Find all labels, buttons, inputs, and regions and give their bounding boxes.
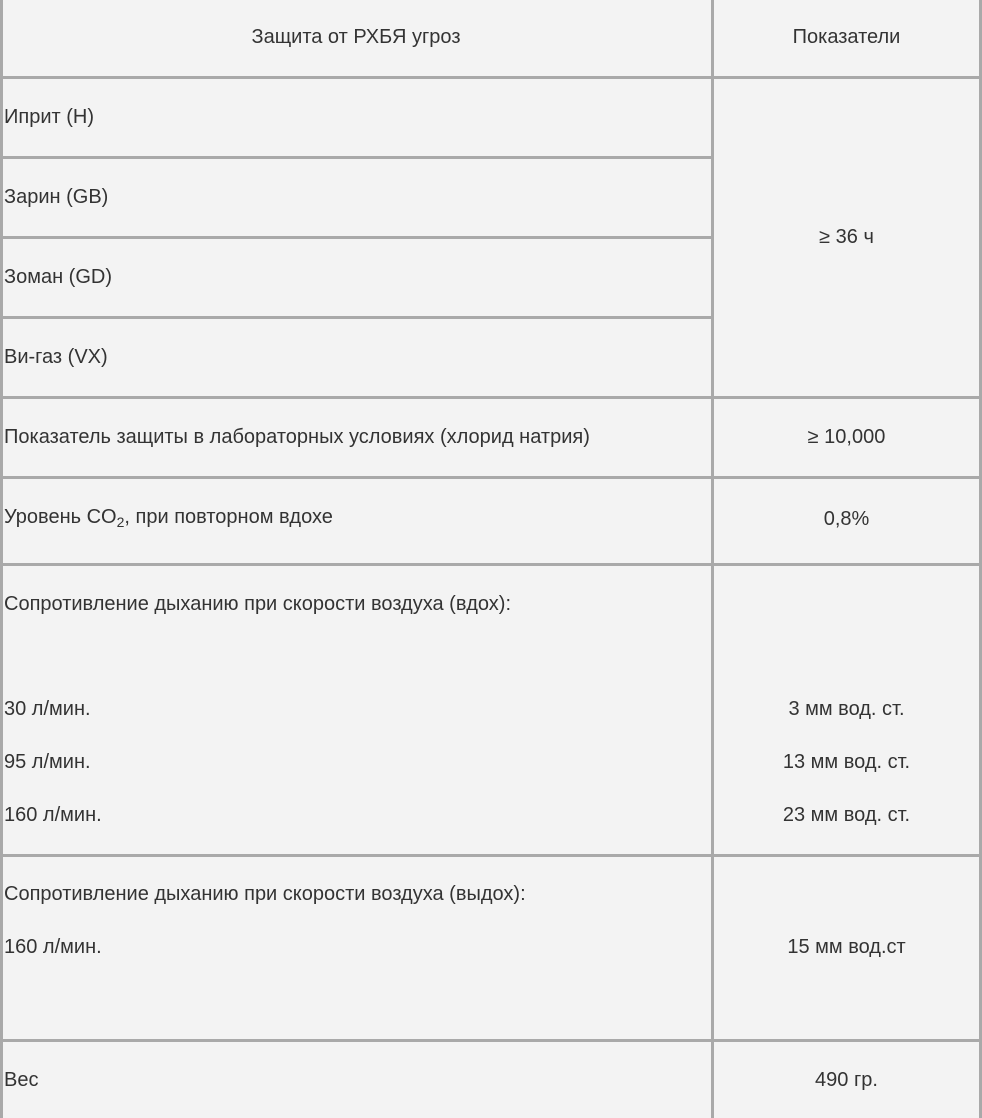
inhale-resistance-title: Сопротивление дыханию при скорости воздуха (вдох): — [4, 593, 512, 615]
row-divider — [714, 1039, 982, 1042]
agent-vx: Ви-газ (VX) — [4, 346, 108, 368]
row-divider — [0, 476, 711, 479]
exhale-rate-160: 160 л/мин. — [4, 936, 102, 958]
row-divider — [714, 76, 982, 79]
row-divider — [0, 236, 711, 239]
inhale-rate-95: 95 л/мин. — [4, 751, 91, 773]
row-divider — [714, 854, 982, 857]
co2-label-text: Уровень CO — [4, 506, 117, 528]
row-divider — [0, 396, 711, 399]
protection-factor-value: ≥ 10,000 — [807, 426, 886, 448]
row-divider — [0, 1039, 711, 1042]
inhale-rate-160: 160 л/мин. — [4, 804, 102, 826]
inhale-value-95: 13 мм вод. ст. — [782, 751, 911, 773]
inhale-value-160: 23 мм вод. ст. — [782, 804, 911, 826]
header-indicators: Показатели — [792, 26, 901, 48]
row-divider — [0, 76, 711, 79]
weight-label: Вес — [4, 1069, 39, 1091]
row-divider — [0, 316, 711, 319]
row-divider — [714, 396, 982, 399]
protection-factor-label: Показатель защиты в лабораторных условиях (хлорид натрия) — [4, 426, 590, 448]
co2-level-label — [4, 505, 333, 529]
row-divider — [714, 563, 982, 566]
row-divider — [714, 476, 982, 479]
row-divider — [0, 854, 711, 857]
co2-level-value: 0,8% — [823, 508, 870, 530]
inhale-rate-30: 30 л/мин. — [4, 698, 91, 720]
co2-subscript: 2 — [116, 514, 125, 530]
weight-value: 490 гр. — [815, 1069, 878, 1091]
row-divider — [0, 156, 711, 159]
inhale-value-30: 3 мм вод. ст. — [788, 698, 905, 720]
agent-mustard: Иприт (H) — [4, 106, 94, 128]
agent-sarin: Зарин (GB) — [4, 186, 109, 208]
agent-soman: Зоман (GD) — [4, 266, 112, 288]
co2-label-suffix: , при повторном вдохе — [124, 506, 333, 528]
exhale-resistance-title: Сопротивление дыханию при скорости воздуха (выдох): — [4, 883, 526, 905]
exhale-value-160: 15 мм вод.ст — [787, 936, 906, 958]
header-threat-protection: Защита от РХБЯ угроз — [251, 26, 461, 48]
agents-protection-value: ≥ 36 ч — [819, 226, 874, 248]
table-border-left — [0, 0, 3, 1118]
row-divider — [0, 563, 711, 566]
